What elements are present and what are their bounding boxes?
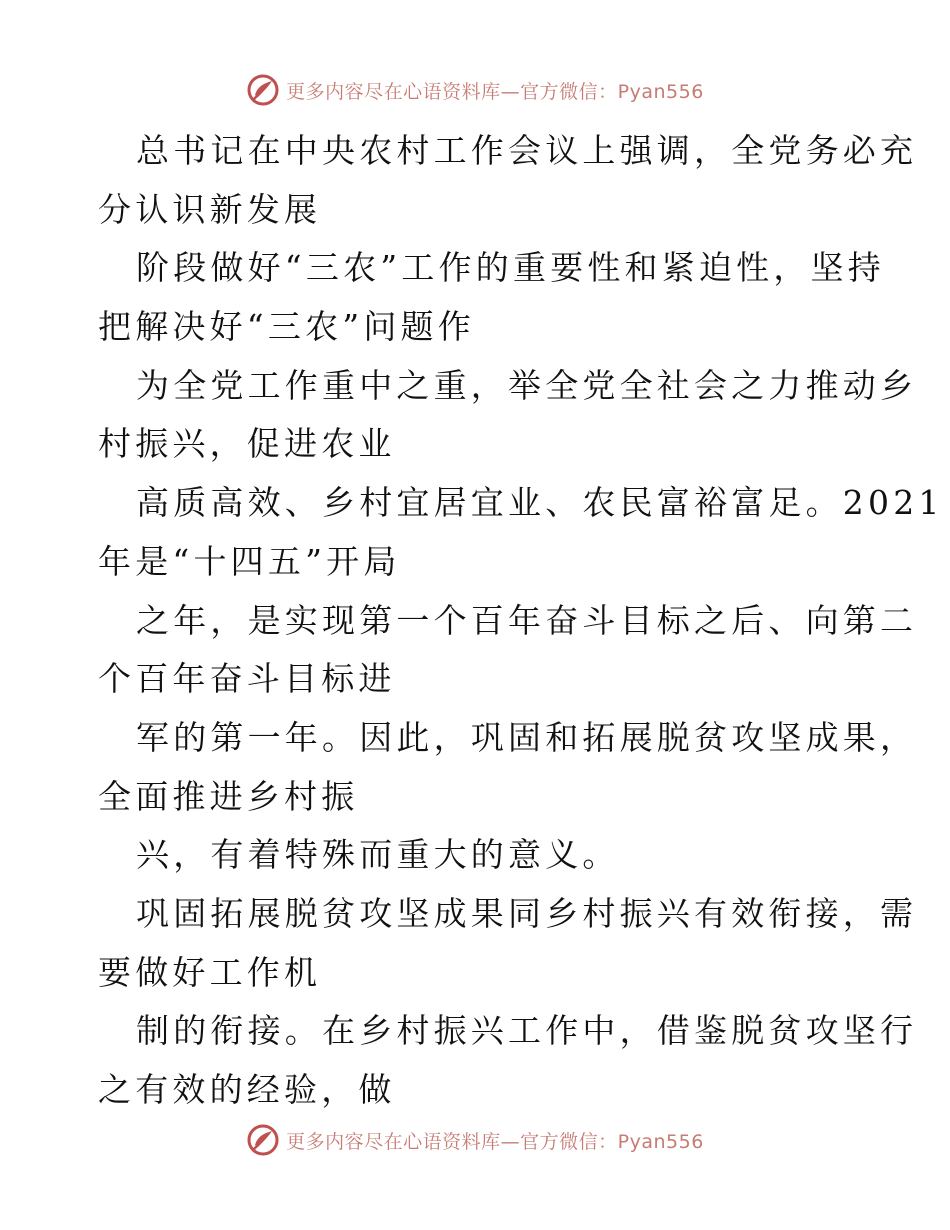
text-line: 兴，有着特殊而重大的意义。 — [136, 835, 620, 875]
text-line: 要做好工作机 — [98, 952, 322, 992]
text-line: 巩固拓展脱贫攻坚成果同乡村振兴有效衔接，需 — [136, 893, 918, 933]
text-line: 制的衔接。在乡村振兴工作中，借鉴脱贫攻坚行 — [136, 1011, 918, 1051]
text-line: 总书记在中央农村工作会议上强调，全党务必充 — [136, 131, 918, 170]
text-line: 为全党工作重中之重，举全党全社会之力推动乡 — [136, 365, 918, 405]
logo-seal-icon — [246, 1123, 280, 1157]
text-line: 之有效的经验，做 — [98, 1070, 396, 1109]
header-watermark — [0, 70, 950, 110]
text-line: 军的第一年。因此，巩固和拓展脱贫攻坚成果， — [136, 717, 918, 757]
logo-seal-icon — [246, 73, 280, 107]
text-line: 分认识新发展 — [98, 189, 322, 229]
document-body — [98, 122, 944, 1120]
text-line: 个百年奋斗目标进 — [98, 659, 396, 699]
text-line: 阶段做好“三农”工作的重要性和紧迫性，坚持 — [136, 248, 885, 288]
watermark-text: 更多内容尽在心语资料库—官方微信：Pyan556 — [286, 1130, 704, 1153]
text-line: 高质高效、乡村宜居宜业、农民富裕富足。2021 — [136, 483, 944, 523]
text-line: 之年，是实现第一个百年奋斗目标之后、向第二 — [136, 600, 918, 640]
text-line: 把解决好“三农”问题作 — [98, 307, 475, 347]
text-line: 全面推进乡村振 — [98, 776, 359, 816]
footer-watermark — [0, 1120, 950, 1160]
text-line: 村振兴，促进农业 — [98, 424, 396, 464]
text-line: 年是“十四五”开局 — [98, 541, 401, 581]
watermark-text: 更多内容尽在心语资料库—官方微信：Pyan556 — [286, 80, 704, 103]
